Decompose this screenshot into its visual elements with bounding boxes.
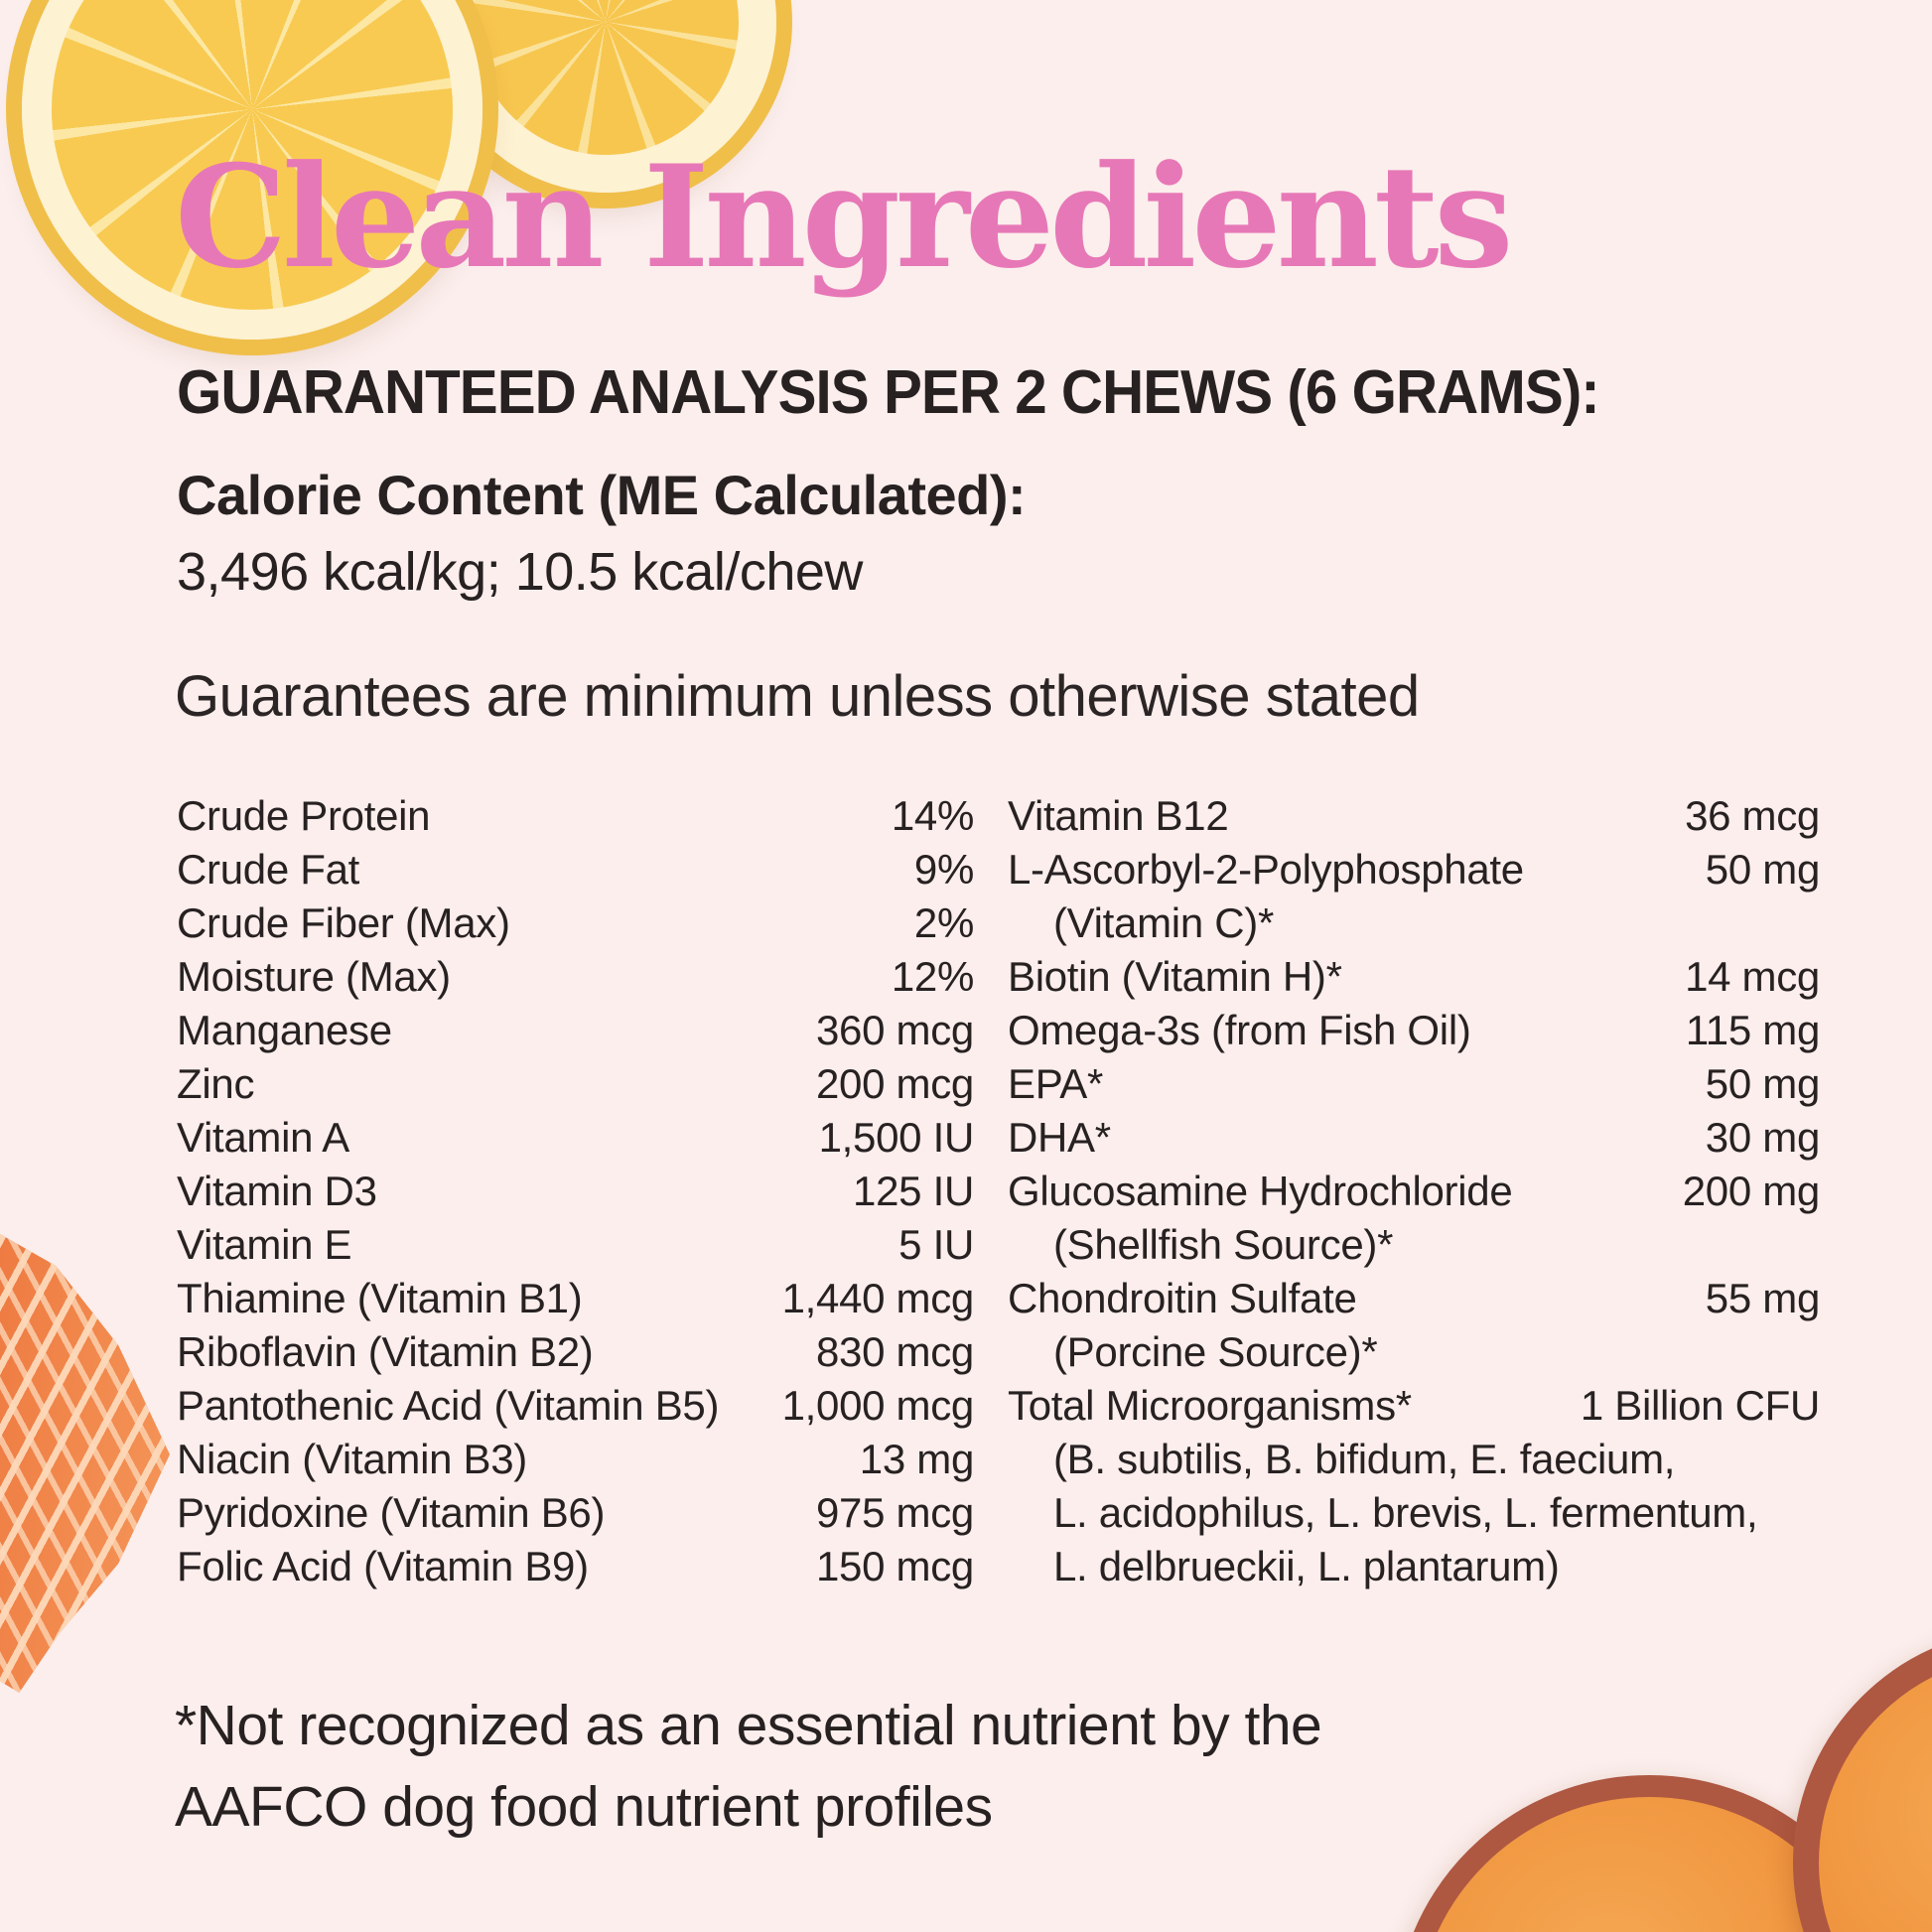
table-row bbox=[177, 1275, 974, 1328]
nutrient-label: Vitamin D3 bbox=[177, 1168, 377, 1214]
nutrient-value: 14% bbox=[891, 792, 974, 839]
nutrient-label: Vitamin E bbox=[177, 1221, 352, 1268]
nutrient-label: Biotin (Vitamin H)* bbox=[1008, 953, 1342, 1000]
table-row bbox=[177, 1328, 974, 1382]
nutrient-label: Pyridoxine (Vitamin B6) bbox=[177, 1489, 606, 1536]
table-row bbox=[1008, 846, 1820, 899]
nutrient-value: 5 IU bbox=[898, 1221, 974, 1268]
nutrient-label: Crude Fat bbox=[177, 846, 360, 893]
table-row bbox=[177, 1543, 974, 1596]
nutrient-value: 200 mcg bbox=[816, 1060, 974, 1107]
table-row bbox=[177, 1007, 974, 1060]
nutrient-value: 360 mcg bbox=[816, 1007, 974, 1053]
table-row bbox=[1008, 953, 1820, 1007]
table-row bbox=[177, 846, 974, 899]
nutrient-value: 30 mg bbox=[1705, 1114, 1820, 1161]
nutrient-value: 830 mcg bbox=[816, 1328, 974, 1375]
nutrient-table-left-column bbox=[177, 792, 974, 1596]
aafco-footnote-line1: *Not recognized as an essential nutrient by the bbox=[175, 1694, 1322, 1757]
table-row bbox=[1008, 1489, 1820, 1543]
guaranteed-analysis-header bbox=[177, 357, 1690, 428]
nutrient-value: 50 mg bbox=[1705, 846, 1820, 893]
nutrient-label: Vitamin A bbox=[177, 1114, 349, 1161]
table-row bbox=[177, 792, 974, 846]
nutrient-value: 975 mcg bbox=[816, 1489, 974, 1536]
nutrient-value: 9% bbox=[913, 846, 974, 893]
nutrient-label: Manganese bbox=[177, 1007, 392, 1053]
table-row bbox=[177, 1114, 974, 1168]
nutrient-label: L. acidophilus, L. brevis, L. fermentum, bbox=[1053, 1489, 1758, 1536]
nutrient-value: 1,440 mcg bbox=[781, 1275, 974, 1321]
table-row bbox=[177, 1060, 974, 1114]
nutrient-value: 2% bbox=[913, 899, 974, 946]
nutrient-value: 13 mg bbox=[859, 1436, 974, 1482]
calorie-content-heading: Calorie Content (ME Calculated): bbox=[177, 464, 1027, 526]
nutrient-label: Pantothenic Acid (Vitamin B5) bbox=[177, 1382, 720, 1429]
nutrient-value: 125 IU bbox=[853, 1168, 974, 1214]
table-row bbox=[1008, 1007, 1820, 1060]
nutrient-label: Moisture (Max) bbox=[177, 953, 451, 1000]
nutrient-label: Folic Acid (Vitamin B9) bbox=[177, 1543, 589, 1589]
nutrient-value: 115 mg bbox=[1685, 1007, 1820, 1053]
nutrient-label: Total Microorganisms* bbox=[1008, 1382, 1412, 1429]
table-row bbox=[177, 1221, 974, 1275]
nutrient-label: Crude Protein bbox=[177, 792, 431, 839]
nutrient-label: (Shellfish Source)* bbox=[1053, 1221, 1394, 1268]
nutrient-value: 14 mcg bbox=[1685, 953, 1820, 1000]
table-row bbox=[177, 1168, 974, 1221]
table-row bbox=[1008, 1168, 1820, 1221]
table-row bbox=[177, 1436, 974, 1489]
table-row bbox=[1008, 1221, 1820, 1275]
nutrient-label: DHA* bbox=[1008, 1114, 1111, 1161]
table-row bbox=[1008, 1114, 1820, 1168]
nutrient-value: 200 mg bbox=[1682, 1168, 1820, 1214]
nutrient-label: Zinc bbox=[177, 1060, 255, 1107]
nutrient-label: Omega-3s (from Fish Oil) bbox=[1008, 1007, 1471, 1053]
nutrient-label: L-Ascorbyl-2-Polyphosphate bbox=[1008, 846, 1524, 893]
table-row bbox=[1008, 1275, 1820, 1328]
table-row bbox=[1008, 1382, 1820, 1436]
aafco-footnote-line2: AAFCO dog food nutrient profiles bbox=[175, 1774, 993, 1839]
nutrient-value: 150 mcg bbox=[816, 1543, 974, 1589]
nutrient-label: L. delbrueckii, L. plantarum) bbox=[1053, 1543, 1560, 1589]
table-row bbox=[1008, 1543, 1820, 1596]
nutrient-label: (Porcine Source)* bbox=[1053, 1328, 1378, 1375]
nutrient-label: EPA* bbox=[1008, 1060, 1104, 1107]
aafco-footnote bbox=[175, 1686, 1321, 1848]
nutrient-value: 1 Billion CFU bbox=[1580, 1382, 1820, 1429]
guaranteed-analysis-header-text: GUARANTEED ANALYSIS PER 2 CHEWS (6 GRAMS): bbox=[177, 358, 1599, 427]
nutrient-value: 50 mg bbox=[1705, 1060, 1820, 1107]
nutrient-label: Glucosamine Hydrochloride bbox=[1008, 1168, 1513, 1214]
nutrient-value: 55 mg bbox=[1705, 1275, 1820, 1321]
nutrient-table-right-column bbox=[1008, 792, 1820, 1596]
nutrient-label: Chondroitin Sulfate bbox=[1008, 1275, 1357, 1321]
table-row bbox=[177, 899, 974, 953]
nutrient-value: 12% bbox=[891, 953, 974, 1000]
table-row bbox=[177, 1382, 974, 1436]
nutrient-label: Riboflavin (Vitamin B2) bbox=[177, 1328, 594, 1375]
nutrient-label: Crude Fiber (Max) bbox=[177, 899, 510, 946]
calorie-content-value: 3,496 kcal/kg; 10.5 kcal/chew bbox=[177, 542, 863, 602]
nutrient-value: 36 mcg bbox=[1685, 792, 1820, 839]
table-row bbox=[1008, 1060, 1820, 1114]
nutrient-label: Thiamine (Vitamin B1) bbox=[177, 1275, 583, 1321]
salmon-fillet-image bbox=[0, 1196, 170, 1693]
nutrient-label: (B. subtilis, B. bifidum, E. faecium, bbox=[1053, 1436, 1676, 1482]
table-row bbox=[177, 953, 974, 1007]
nutrient-label: Vitamin B12 bbox=[1008, 792, 1229, 839]
nutrient-label: Niacin (Vitamin B3) bbox=[177, 1436, 527, 1482]
table-row bbox=[1008, 899, 1820, 953]
nutrient-value: 1,000 mcg bbox=[781, 1382, 974, 1429]
sweet-potato-slice-image bbox=[1793, 1628, 1932, 1932]
guarantees-note: Guarantees are minimum unless otherwise stated bbox=[175, 664, 1420, 729]
nutrient-label: (Vitamin C)* bbox=[1053, 899, 1275, 946]
page-title: Clean Ingredients bbox=[175, 135, 1509, 300]
table-row bbox=[1008, 792, 1820, 846]
table-row bbox=[1008, 1328, 1820, 1382]
nutrient-table bbox=[177, 792, 1820, 1596]
table-row bbox=[1008, 1436, 1820, 1489]
table-row bbox=[177, 1489, 974, 1543]
nutrient-value: 1,500 IU bbox=[818, 1114, 974, 1161]
